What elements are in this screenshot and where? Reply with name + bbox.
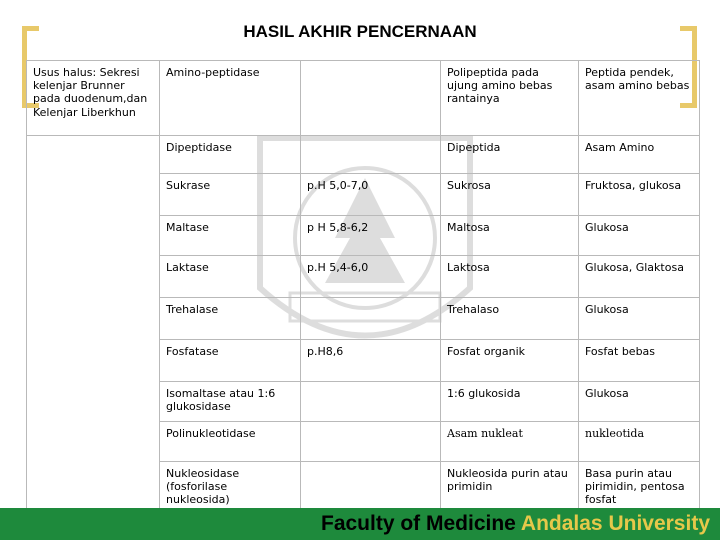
enzyme-cell: Polinukleotidase	[160, 422, 301, 462]
substrate-cell: Nukleosida purin atau primidin	[441, 462, 579, 522]
ph-cell: p.H 5,0-7,0	[301, 174, 441, 216]
product-cell: Asam Amino	[579, 136, 700, 174]
ph-cell: p H 5,8-6,2	[301, 216, 441, 256]
enzyme-cell: Laktase	[160, 256, 301, 298]
product-cell: Glukosa	[579, 298, 700, 340]
digestion-table	[26, 60, 700, 522]
empty-cell	[27, 422, 160, 462]
product-cell: Fruktosa, glukosa	[579, 174, 700, 216]
ph-cell	[301, 422, 441, 462]
table-row	[27, 298, 700, 340]
substrate-cell: Fosfat organik	[441, 340, 579, 382]
substrate-cell: Maltosa	[441, 216, 579, 256]
substrate-cell: Laktosa	[441, 256, 579, 298]
empty-cell	[27, 136, 160, 174]
substrate-cell: 1:6 glukosida	[441, 382, 579, 422]
substrate-cell: Polipeptida pada ujung amino bebas rantainya	[441, 61, 579, 136]
ph-cell	[301, 382, 441, 422]
table-row	[27, 382, 700, 422]
footer-main-text: Faculty of Medicine	[321, 512, 521, 535]
empty-cell	[27, 256, 160, 298]
ph-cell	[301, 298, 441, 340]
enzyme-cell: Sukrase	[160, 174, 301, 216]
product-cell: nukleotida	[579, 422, 700, 462]
empty-cell	[27, 340, 160, 382]
table-row	[27, 422, 700, 462]
footer-accent-text: Andalas University	[520, 512, 710, 535]
ph-cell: p.H8,6	[301, 340, 441, 382]
footer-text	[321, 512, 710, 536]
empty-cell	[27, 174, 160, 216]
table-row	[27, 340, 700, 382]
source-cell: Usus halus: Sekresi kelenjar Brunner pada duodenum,dan Kelenjar Liberkhun	[27, 61, 160, 136]
table-row	[27, 216, 700, 256]
substrate-cell: Sukrosa	[441, 174, 579, 216]
table-row	[27, 136, 700, 174]
substrate-cell: Dipeptida	[441, 136, 579, 174]
product-cell: Peptida pendek, asam amino bebas	[579, 61, 700, 136]
substrate-cell: Asam nukleat	[441, 422, 579, 462]
ph-cell	[301, 136, 441, 174]
enzyme-cell: Fosfatase	[160, 340, 301, 382]
substrate-cell: Trehalaso	[441, 298, 579, 340]
ph-cell	[301, 61, 441, 136]
page-title: HASIL AKHIR PENCERNAAN	[243, 22, 477, 41]
product-cell: Glukosa	[579, 216, 700, 256]
enzyme-cell: Maltase	[160, 216, 301, 256]
enzyme-cell: Dipeptidase	[160, 136, 301, 174]
enzyme-cell: Nukleosidase (fosforilase nukleosida)	[160, 462, 301, 522]
product-cell: Basa purin atau pirimidin, pentosa fosfat	[579, 462, 700, 522]
empty-cell	[27, 216, 160, 256]
enzyme-cell: Trehalase	[160, 298, 301, 340]
empty-cell	[27, 382, 160, 422]
enzyme-cell: Amino-peptidase	[160, 61, 301, 136]
product-cell: Glukosa, Glaktosa	[579, 256, 700, 298]
product-cell: Fosfat bebas	[579, 340, 700, 382]
product-cell: Glukosa	[579, 382, 700, 422]
ph-cell: p.H 5,4-6,0	[301, 256, 441, 298]
table-row	[27, 61, 700, 136]
table-row	[27, 174, 700, 216]
table-row	[27, 256, 700, 298]
enzyme-cell: Isomaltase atau 1:6 glukosidase	[160, 382, 301, 422]
empty-cell	[27, 298, 160, 340]
